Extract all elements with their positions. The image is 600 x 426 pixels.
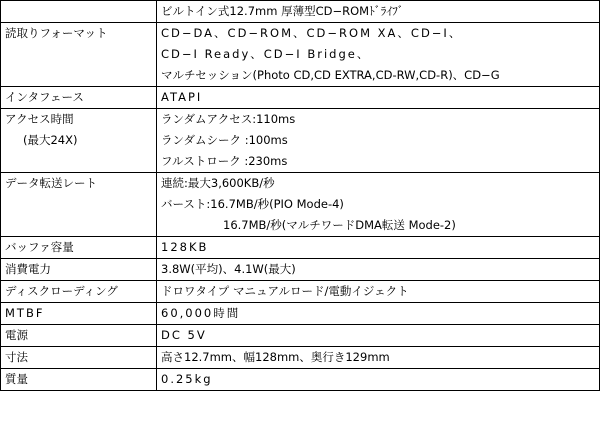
value-line: 16.7MB/秒(マルチワードDMA転送 Mode-2) — [223, 218, 456, 232]
row-sublabel: (最大24X) — [23, 133, 78, 147]
row-label: バッファ容量 — [1, 237, 157, 259]
row-label: 電源 — [1, 325, 157, 347]
row-value: 0.25kg — [157, 369, 600, 391]
row-label: 消費電力 — [1, 259, 157, 281]
table-row-transfer-rate — [1, 173, 600, 237]
row-value — [157, 109, 600, 173]
row-value: 高さ12.7mm、幅128mm、奥行き129mm — [157, 347, 600, 369]
table-row-dimensions — [1, 347, 600, 369]
table-row-access-time — [1, 109, 600, 173]
row-label: 質量 — [1, 369, 157, 391]
row-label: データ転送レート — [1, 173, 157, 237]
table-row-read-formats — [1, 23, 600, 87]
row-value: 128KB — [157, 237, 600, 259]
table-row-interface — [1, 87, 600, 109]
value-line: マルチセッション(Photo CD,CD EXTRA,CD-RW,CD-R)、CD−G — [161, 68, 500, 82]
row-label-text: アクセス時間 — [5, 112, 74, 126]
value-line: CD−DA、CD−ROM、CD−ROM XA、CD−I、 — [161, 26, 463, 40]
table-row-header — [1, 1, 600, 23]
row-label: MTBF — [1, 303, 157, 325]
header-value-cell: ビルトイン式12.7mm 厚薄型CD−ROMﾄﾞﾗｲﾌﾞ — [157, 1, 600, 23]
value-line: ランダムシーク :100ms — [161, 133, 288, 147]
row-label: インタフェース — [1, 87, 157, 109]
value-line: 連続:最大3,600KB/秒 — [161, 176, 275, 190]
row-value — [157, 23, 600, 87]
value-line: バースト:16.7MB/秒(PIO Mode-4) — [161, 197, 344, 211]
row-value — [157, 173, 600, 237]
value-line: CD−I Ready、CD−I Bridge、 — [161, 47, 371, 61]
table-row-buffer — [1, 237, 600, 259]
table-row-power-consumption — [1, 259, 600, 281]
table-row-power-supply — [1, 325, 600, 347]
table-row-mtbf — [1, 303, 600, 325]
row-label: 寸法 — [1, 347, 157, 369]
table-row-disc-loading — [1, 281, 600, 303]
row-value: DC 5V — [157, 325, 600, 347]
row-value: ドロワタイプ マニュアルロード/電動イジェクト — [157, 281, 600, 303]
row-value: ATAPI — [157, 87, 600, 109]
row-label-spacer — [5, 151, 152, 172]
row-value: 60,000時間 — [157, 303, 600, 325]
row-label: ディスクローディング — [1, 281, 157, 303]
row-label: 読取りフォーマット — [1, 23, 157, 87]
header-label-cell — [1, 1, 157, 23]
row-label — [1, 109, 157, 173]
table-row-weight — [1, 369, 600, 391]
row-value: 3.8W(平均)、4.1W(最大) — [157, 259, 600, 281]
value-line: フルストローク :230ms — [161, 154, 288, 168]
value-line: ランダムアクセス:110ms — [161, 112, 296, 126]
